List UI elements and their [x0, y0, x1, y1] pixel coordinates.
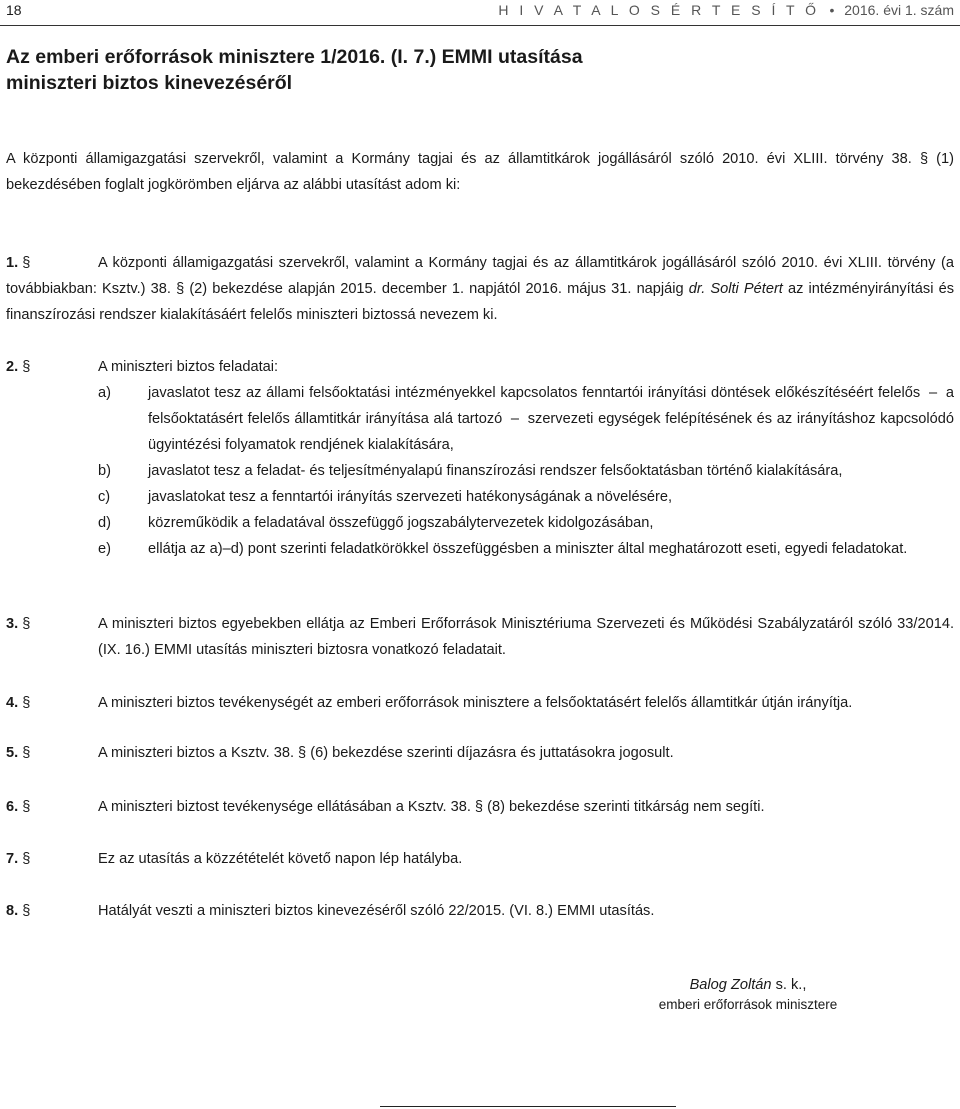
item-e-text: ellátja az a)–d) pont szerinti feladatkörökkel összefüggésben a miniszter által meghatározott eseti, egyedi feladatokat. — [148, 541, 908, 557]
section-sign: § — [22, 745, 31, 761]
footer-rule — [380, 1106, 676, 1107]
item-a-label: a) — [98, 385, 111, 401]
section-4-text: A miniszteri biztos tevékenységét az emberi erőforrások minisztere a felsőoktatásért felelős államtitkár útján irányítja. — [98, 695, 853, 711]
signature-block — [600, 975, 896, 1015]
section-sign: § — [22, 695, 31, 711]
item-c-text: javaslatokat tesz a fenntartói irányítás szervezeti hatékonyságának a növelésére, — [148, 489, 673, 505]
section-5-number: 5. § — [6, 745, 31, 761]
section-8-text: Hatályát veszti a miniszteri biztos kinevezéséről szóló 22/2015. (VI. 8.) EMMI utasítás. — [98, 903, 655, 919]
document-title — [6, 44, 706, 96]
section-5-text: A miniszteri biztos a Ksztv. 38. § (6) bekezdése szerinti díjazásra és juttatásokra jogosult. — [98, 745, 674, 761]
item-d-label: d) — [98, 515, 111, 531]
item-c-label: c) — [98, 489, 111, 505]
section-6-number: 6. § — [6, 799, 31, 815]
section-3-text: A miniszteri biztos egyebekben ellátja az Emberi Erőforrások Minisztériuma Szervezeti és Működési Szabályzatáról szóló 33/2014. (IX. 16.) EMMI utasítás miniszteri biztosra vonatkozó feladatait. — [98, 616, 954, 658]
section-sign: § — [22, 903, 31, 919]
signatory-role: emberi erőforrások minisztere — [658, 997, 838, 1012]
appointee-name: dr. Solti Pétert — [688, 281, 783, 297]
item-b-text: javaslatot tesz a feladat- és teljesítményalapú finanszírozási rendszer felsőoktatásban történő kialakítására, — [148, 463, 843, 479]
section-1-text: A központi államigazgatási szervekről, valamint a Kormány tagjai és az államtitkárok jogállásáról szóló 2010. évi XLIII. törvény (a továbbiakban: Ksztv.) 38. § (2) bekezdése alapján 2015. december 1. napjától 2016. május 31. napjáig dr. Solti Pétert az intézményirányítási és finanszírozási rendszer kialakításáért felelős miniszteri biztossá nevezem ki. — [6, 255, 954, 323]
item-d-text: közreműködik a feladatával összefüggő jogszabálytervezetek kidolgozásában, — [148, 515, 654, 531]
header-rule — [0, 25, 960, 26]
section-sign: § — [22, 799, 31, 815]
title-line-1: Az emberi erőforrások minisztere 1/2016. (I. 7.) EMMI utasítása — [6, 46, 583, 68]
running-header — [498, 2, 954, 18]
signatory-name: Balog Zoltán — [689, 977, 772, 993]
section-7-number: 7. § — [6, 851, 31, 867]
section-7-text: Ez az utasítás a közzétételét követő napon lép hatályba. — [98, 851, 463, 867]
page-number: 18 — [6, 2, 22, 18]
section-1-number: 1. § — [6, 255, 31, 271]
section-sign: § — [22, 616, 31, 632]
page-header — [6, 2, 954, 22]
dash: – — [510, 411, 520, 427]
item-a-text: javaslatot tesz az állami felsőoktatási intézményekkel kapcsolatos fenntartói irányítási döntések előkészítéséért felelős – a felsőoktatásért felelős államtitkár irányítása alá tartozó – szervezeti egységek felépítésének és az irányításhoz kapcsolódó ügyintézési folyamatok rendjének kialakítására, — [148, 380, 954, 458]
preamble: A központi államigazgatási szervekről, valamint a Kormány tagjai és az államtitkárok jogállásáról szóló 2010. évi XLIII. törvény 38. § (1) bekezdésében foglalt jogkörömben eljárva az alábbi utasítást adom ki: — [6, 151, 954, 193]
section-sign: § — [22, 851, 31, 867]
dash: – — [928, 385, 938, 401]
section-sign: § — [22, 359, 31, 375]
title-line-2: miniszteri biztos kinevezéséről — [6, 72, 293, 94]
publication-name: H I V A T A L O S É R T E S Í T Ő — [498, 2, 820, 18]
section-sign: § — [22, 255, 31, 271]
item-b-label: b) — [98, 463, 111, 479]
issue-number: 2016. évi 1. szám — [844, 2, 954, 18]
section-3-number: 3. § — [6, 616, 31, 632]
section-2-intro: A miniszteri biztos feladatai: — [98, 359, 279, 375]
section-4-number: 4. § — [6, 695, 31, 711]
signatory: Balog Zoltán s. k., — [689, 977, 807, 993]
section-8-number: 8. § — [6, 903, 31, 919]
header-separator: • — [829, 2, 835, 18]
section-2-number: 2. § — [6, 359, 31, 375]
section-6-text: A miniszteri biztost tevékenysége ellátásában a Ksztv. 38. § (8) bekezdése szerinti titkárság nem segíti. — [98, 799, 765, 815]
item-e-label: e) — [98, 541, 111, 557]
